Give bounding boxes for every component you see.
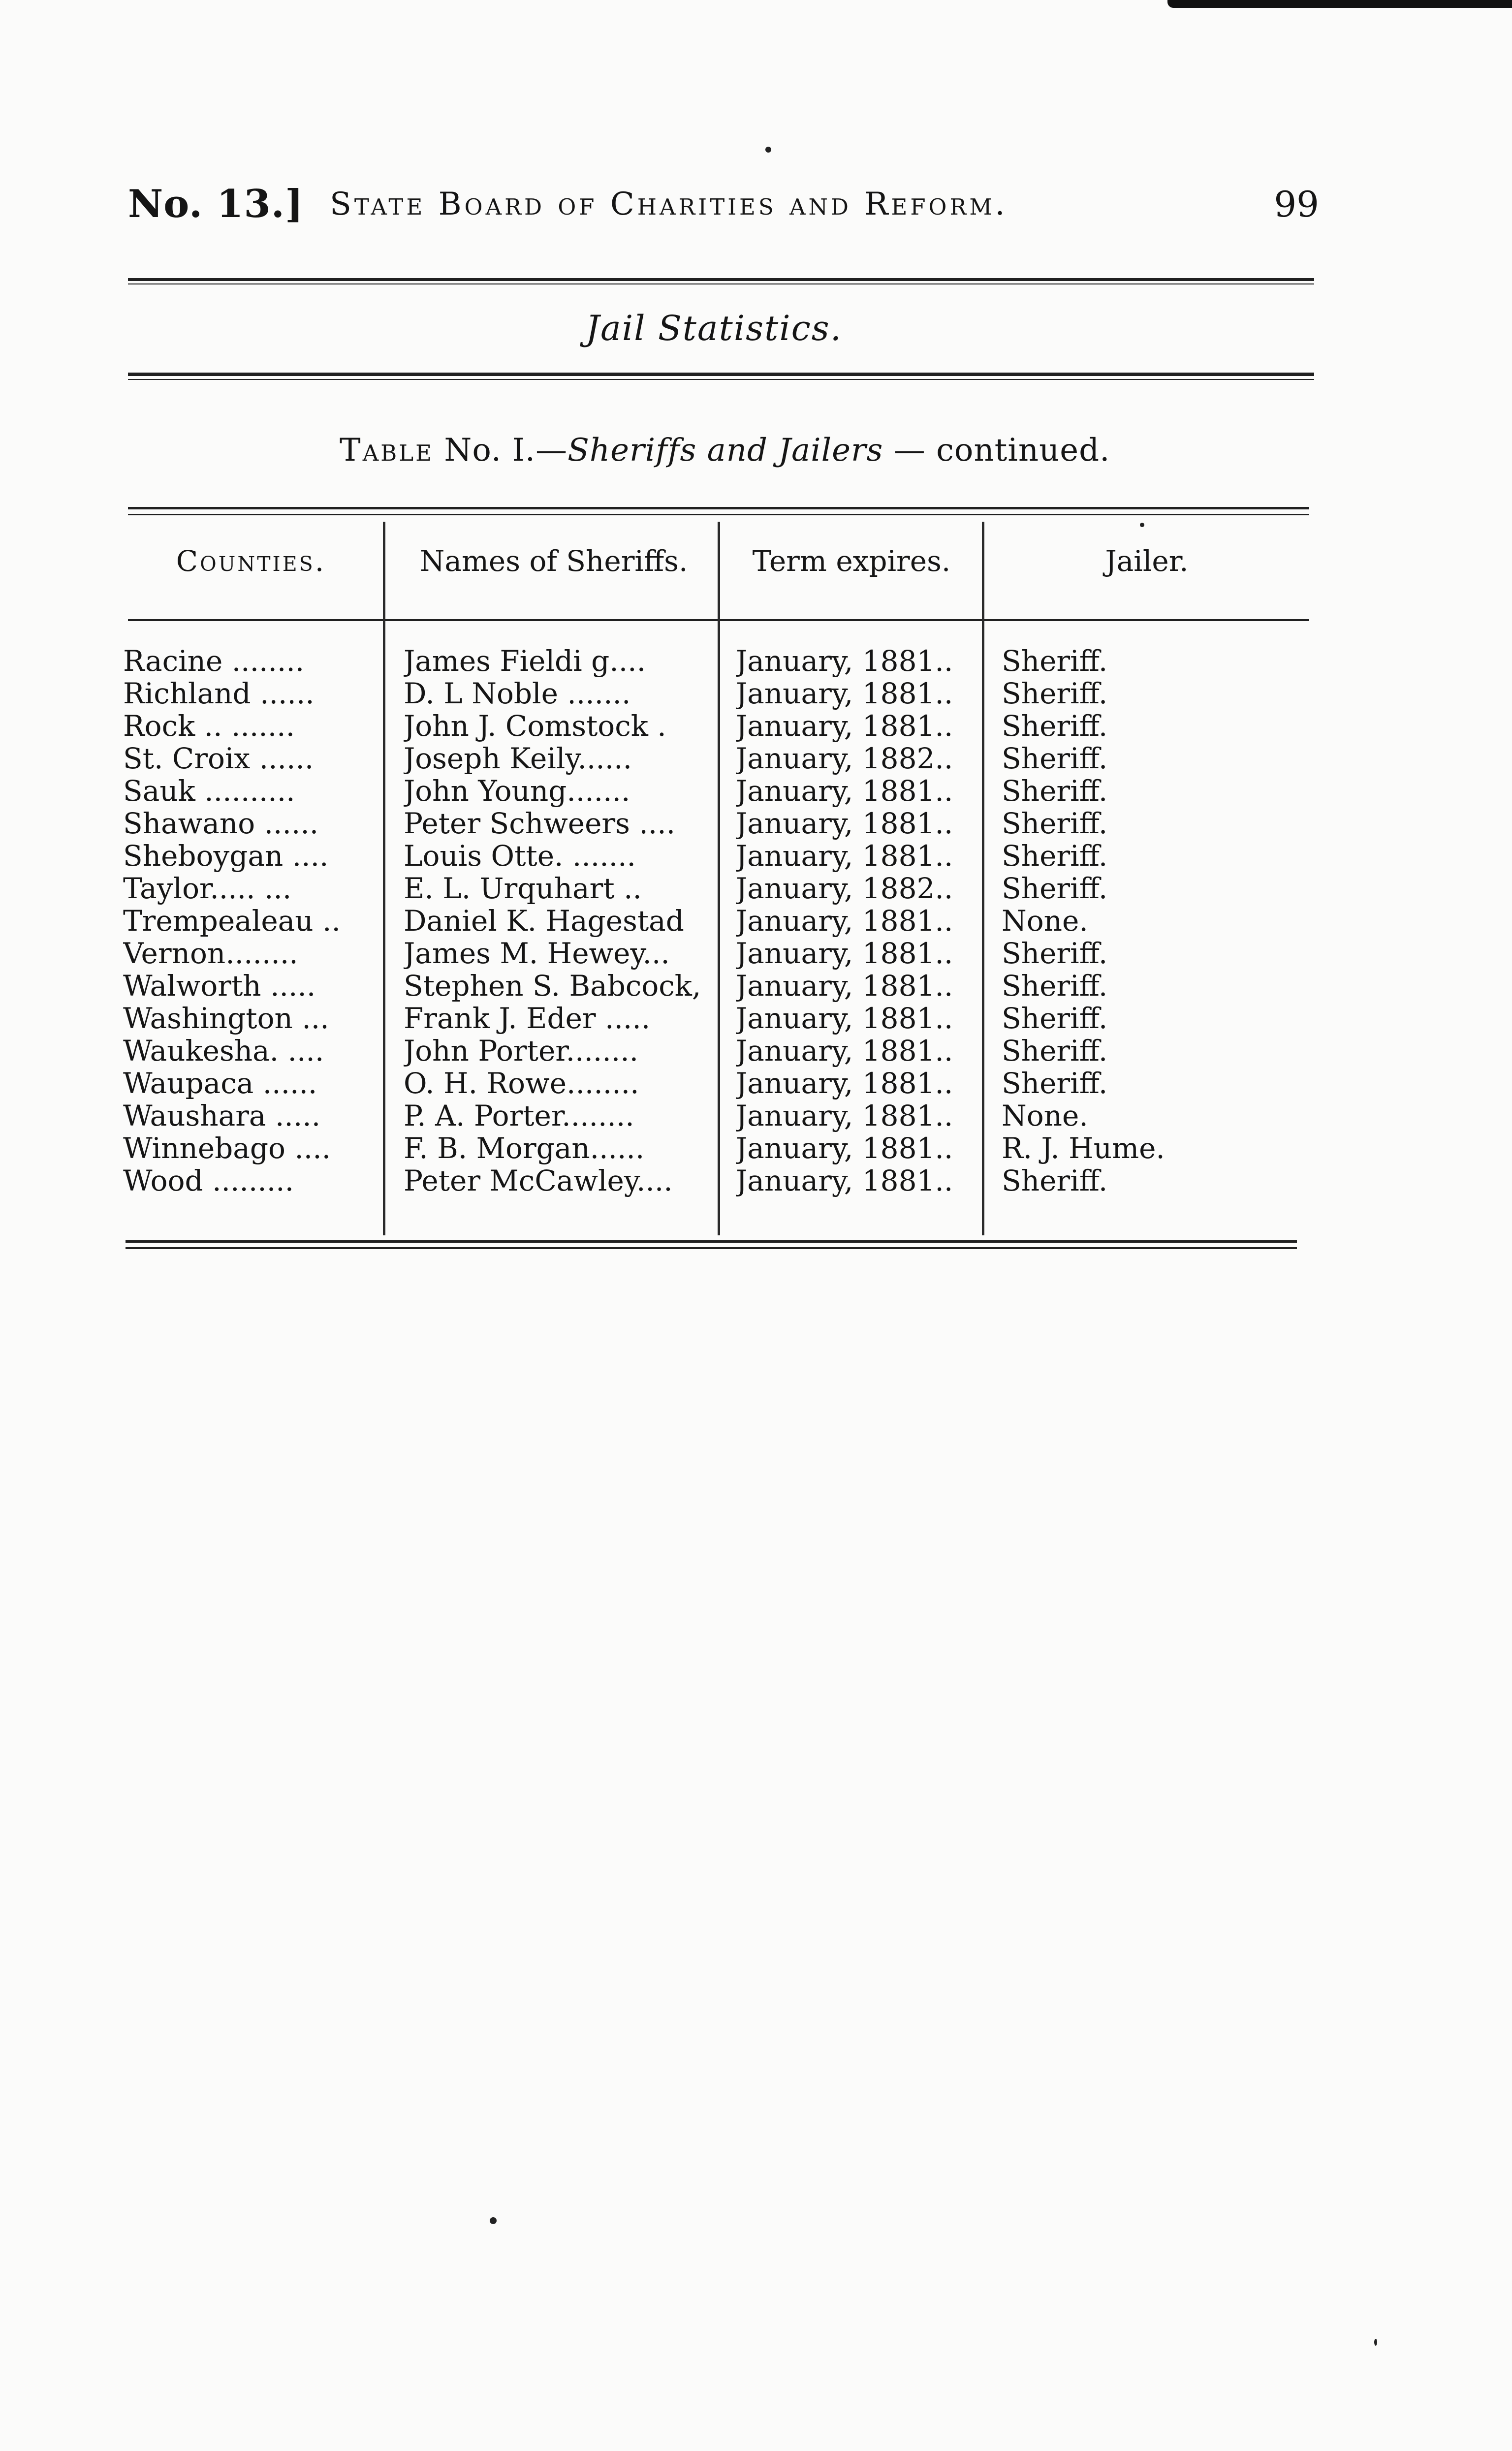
- jailer-cell: Sheriff.: [1002, 645, 1108, 677]
- table-title-dash: —: [536, 432, 568, 469]
- sheriff-name-cell: Peter Schweers ....: [404, 807, 676, 840]
- header-rule-top-thin: [128, 283, 1314, 284]
- table-row: [0, 742, 1512, 775]
- county-cell: Waukesha. ....: [123, 1035, 324, 1067]
- header-rule-top: [128, 278, 1314, 281]
- section-rule-bottom: [128, 373, 1314, 376]
- term-expires-cell: January, 1881..: [736, 1067, 953, 1100]
- column-header-sheriffs: Names of Sheriffs.: [419, 544, 688, 578]
- column-header-counties: Counties.: [176, 544, 326, 578]
- jailer-cell: None.: [1002, 905, 1088, 937]
- sheriff-name-cell: Louis Otte. .......: [404, 840, 636, 872]
- county-cell: Waupaca ......: [123, 1067, 317, 1100]
- jailer-cell: Sheriff.: [1002, 710, 1108, 742]
- table-rule-bottom: [126, 1240, 1297, 1243]
- county-cell: Walworth .....: [123, 970, 316, 1002]
- table-row: [0, 970, 1512, 1002]
- column-header-term: Term expires.: [752, 544, 951, 578]
- scan-speck: [1140, 523, 1144, 527]
- jailer-cell: Sheriff.: [1002, 807, 1108, 840]
- jailer-cell: Sheriff.: [1002, 937, 1108, 970]
- table-row: [0, 677, 1512, 710]
- term-expires-cell: January, 1881..: [736, 1132, 953, 1164]
- term-expires-cell: January, 1881..: [736, 1002, 953, 1035]
- table-row: [0, 1132, 1512, 1164]
- column-header-jailer: Jailer.: [1105, 544, 1189, 578]
- table-row: [0, 645, 1512, 677]
- scan-edge-mark: [1167, 0, 1512, 8]
- sheriff-name-cell: Peter McCawley....: [404, 1164, 673, 1197]
- county-cell: Trempealeau ..: [123, 905, 341, 937]
- term-expires-cell: January, 1881..: [736, 1100, 953, 1132]
- term-expires-cell: January, 1881..: [736, 970, 953, 1002]
- jailer-cell: None.: [1002, 1100, 1088, 1132]
- jailer-cell: Sheriff.: [1002, 1035, 1108, 1067]
- section-title: Jail Statistics.: [586, 308, 842, 348]
- sheriff-name-cell: O. H. Rowe........: [404, 1067, 639, 1100]
- jailer-cell: Sheriff.: [1002, 970, 1108, 1002]
- table-row: [0, 872, 1512, 905]
- table-row: [0, 905, 1512, 937]
- sheriff-name-cell: John J. Comstock .: [404, 710, 666, 742]
- scan-speck: [765, 147, 771, 153]
- table-title-subject: Sheriffs and Jailers: [567, 432, 883, 469]
- county-cell: Wood .........: [123, 1164, 294, 1197]
- county-cell: Rock .. .......: [123, 710, 295, 742]
- table-rule-top-thin: [128, 514, 1309, 515]
- table-title-suffix: — continued.: [893, 432, 1110, 469]
- jailer-cell: Sheriff.: [1002, 1067, 1108, 1100]
- running-head-title: State Board of Charities and Reform.: [330, 186, 1008, 222]
- sheriff-name-cell: E. L. Urquhart ..: [404, 872, 642, 905]
- table-rule-bottom-thin: [126, 1247, 1297, 1249]
- table-rule-top: [128, 507, 1309, 509]
- term-expires-cell: January, 1881..: [736, 840, 953, 872]
- running-head: [128, 177, 1319, 231]
- term-expires-cell: January, 1882..: [736, 872, 953, 905]
- table-title-prefix: Table: [340, 432, 434, 469]
- table-row: [0, 1100, 1512, 1132]
- term-expires-cell: January, 1881..: [736, 710, 953, 742]
- table-row: [0, 937, 1512, 970]
- county-cell: Vernon........: [123, 937, 298, 970]
- county-cell: Washington ...: [123, 1002, 329, 1035]
- sheriff-name-cell: John Porter........: [404, 1035, 639, 1067]
- sheriff-name-cell: Daniel K. Hagestad: [404, 905, 684, 937]
- jailer-cell: Sheriff.: [1002, 677, 1108, 710]
- term-expires-cell: January, 1881..: [736, 905, 953, 937]
- table-row: [0, 1035, 1512, 1067]
- sheriff-name-cell: James Fieldi g....: [404, 645, 646, 677]
- table-title: [340, 423, 1176, 477]
- table-row: [0, 1164, 1512, 1197]
- table-row: [0, 1002, 1512, 1035]
- county-cell: Richland ......: [123, 677, 315, 710]
- county-cell: Winnebago ....: [123, 1132, 331, 1164]
- jailer-cell: Sheriff.: [1002, 840, 1108, 872]
- section-rule-bottom-thin: [128, 379, 1314, 380]
- table-row: [0, 1067, 1512, 1100]
- jailer-cell: Sheriff.: [1002, 742, 1108, 775]
- sheriff-name-cell: Stephen S. Babcock,: [404, 970, 701, 1002]
- sheriff-name-cell: James M. Hewey...: [404, 937, 670, 970]
- county-cell: Shawano ......: [123, 807, 319, 840]
- county-cell: Taylor..... ...: [123, 872, 292, 905]
- county-cell: Sheboygan ....: [123, 840, 329, 872]
- page-number: 99: [1274, 184, 1319, 225]
- jailer-cell: Sheriff.: [1002, 1164, 1108, 1197]
- county-cell: Racine ........: [123, 645, 305, 677]
- table-row: [0, 807, 1512, 840]
- table-row: [0, 710, 1512, 742]
- sheriff-name-cell: John Young.......: [404, 775, 630, 807]
- term-expires-cell: January, 1881..: [736, 645, 953, 677]
- sheriff-name-cell: F. B. Morgan......: [404, 1132, 645, 1164]
- table-title-number: No. I.: [444, 432, 536, 469]
- term-expires-cell: January, 1882..: [736, 742, 953, 775]
- term-expires-cell: January, 1881..: [736, 677, 953, 710]
- jailer-cell: R. J. Hume.: [1002, 1132, 1165, 1164]
- term-expires-cell: January, 1881..: [736, 1035, 953, 1067]
- county-cell: St. Croix ......: [123, 742, 314, 775]
- sheriff-name-cell: D. L Noble .......: [404, 677, 631, 710]
- table-row: [0, 840, 1512, 872]
- jailer-cell: Sheriff.: [1002, 775, 1108, 807]
- term-expires-cell: January, 1881..: [736, 937, 953, 970]
- jailer-cell: Sheriff.: [1002, 1002, 1108, 1035]
- county-cell: Sauk ..........: [123, 775, 295, 807]
- county-cell: Waushara .....: [123, 1100, 321, 1132]
- jailer-cell: Sheriff.: [1002, 872, 1108, 905]
- scan-speck: [1374, 2339, 1377, 2346]
- term-expires-cell: January, 1881..: [736, 775, 953, 807]
- term-expires-cell: January, 1881..: [736, 807, 953, 840]
- sheriff-name-cell: P. A. Porter........: [404, 1100, 634, 1132]
- term-expires-cell: January, 1881..: [736, 1164, 953, 1197]
- table-row: [0, 775, 1512, 807]
- sheriff-name-cell: Joseph Keily......: [404, 742, 632, 775]
- document-number: No. 13.]: [128, 182, 304, 226]
- scan-speck: [490, 2217, 497, 2224]
- sheriff-name-cell: Frank J. Eder .....: [404, 1002, 651, 1035]
